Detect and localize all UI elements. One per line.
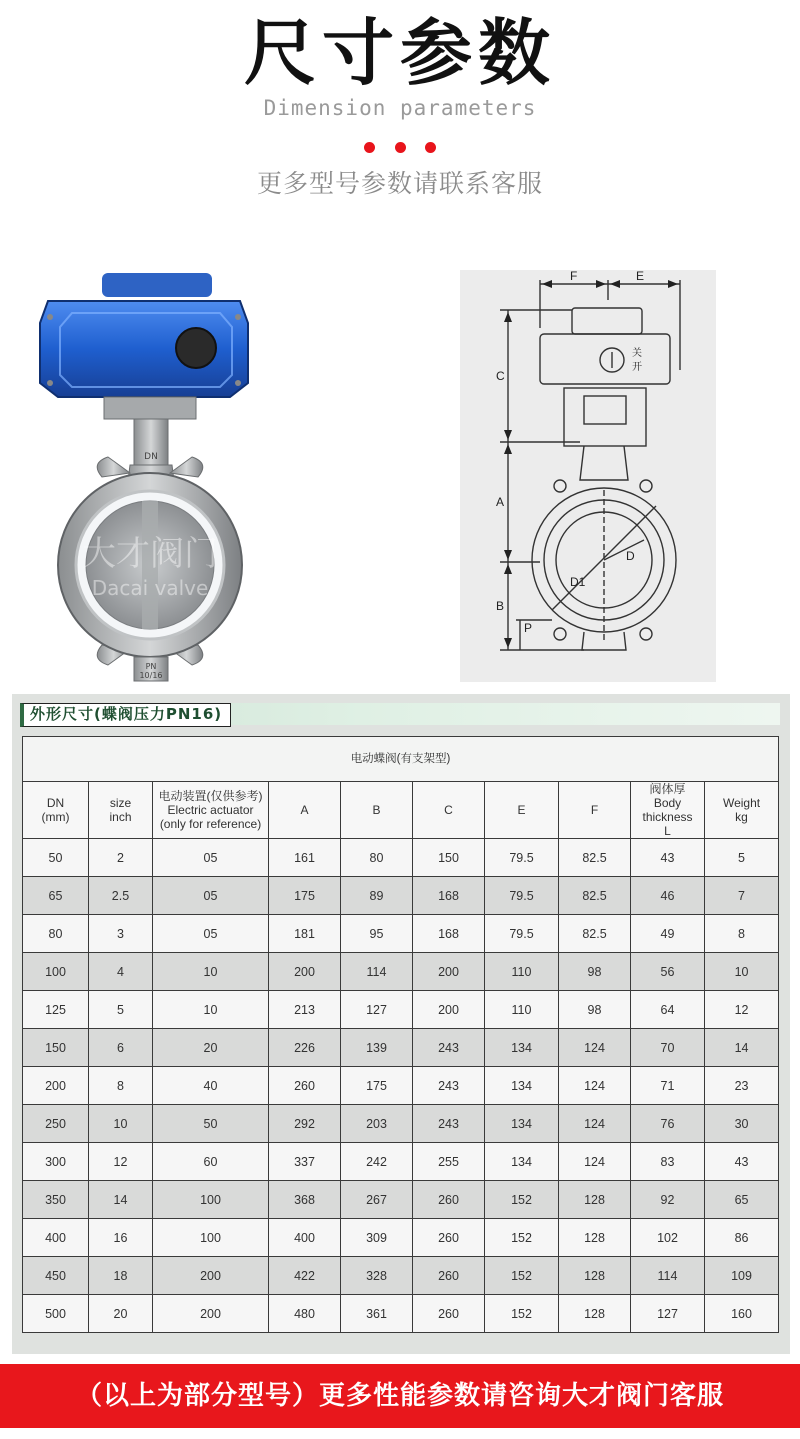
column-header-line: (mm) bbox=[41, 810, 70, 824]
svg-text:DN: DN bbox=[144, 452, 158, 462]
table-cell: 161 bbox=[269, 839, 341, 877]
table-cell: 20 bbox=[153, 1029, 269, 1067]
table-cell: 128 bbox=[559, 1257, 631, 1295]
table-cell: 05 bbox=[153, 877, 269, 915]
contact-note: 更多型号参数请联系客服 bbox=[256, 169, 543, 198]
position-indicator-icon bbox=[176, 328, 216, 368]
table-cell: 200 bbox=[413, 991, 485, 1029]
table-cell: 200 bbox=[269, 953, 341, 991]
dimension-drawing bbox=[460, 270, 716, 682]
table-row bbox=[23, 1067, 779, 1105]
valve-product-photo bbox=[30, 265, 270, 685]
footer-banner: （以上为部分型号）更多性能参数请咨询大才阀门客服 bbox=[0, 1364, 800, 1428]
table-cell: 3 bbox=[89, 915, 153, 953]
table-cell: 134 bbox=[485, 1029, 559, 1067]
table-cell: 152 bbox=[485, 1295, 559, 1333]
dimension-drawing-svg bbox=[460, 270, 716, 682]
table-cell: 242 bbox=[341, 1143, 413, 1181]
table-cell: 65 bbox=[705, 1181, 779, 1219]
table-cell: 350 bbox=[23, 1181, 89, 1219]
svg-text:D1: D1 bbox=[570, 575, 586, 589]
table-cell: 98 bbox=[559, 953, 631, 991]
column-header bbox=[153, 782, 269, 839]
column-header bbox=[631, 782, 705, 839]
table-cell: 50 bbox=[153, 1105, 269, 1143]
svg-text:F: F bbox=[570, 270, 578, 283]
table-cell: 139 bbox=[341, 1029, 413, 1067]
table-cell: 400 bbox=[269, 1219, 341, 1257]
table-cell: 400 bbox=[23, 1219, 89, 1257]
dot-icon bbox=[395, 142, 406, 153]
table-row bbox=[23, 1143, 779, 1181]
decorative-dots bbox=[0, 138, 800, 157]
table-cell: 95 bbox=[341, 915, 413, 953]
table-cell: 46 bbox=[631, 877, 705, 915]
column-header bbox=[341, 782, 413, 839]
table-cell: 12 bbox=[705, 991, 779, 1029]
table-cell: 337 bbox=[269, 1143, 341, 1181]
dot-icon bbox=[364, 142, 375, 153]
table-cell: 200 bbox=[153, 1295, 269, 1333]
table-cell: 23 bbox=[705, 1067, 779, 1105]
table-cell: 8 bbox=[89, 1067, 153, 1105]
table-cell: 71 bbox=[631, 1067, 705, 1105]
table-cell: 203 bbox=[341, 1105, 413, 1143]
table-cell: 05 bbox=[153, 915, 269, 953]
table-cell: 134 bbox=[485, 1067, 559, 1105]
column-header-line: Weight bbox=[722, 796, 761, 810]
table-cell: 16 bbox=[89, 1219, 153, 1257]
table-cell: 200 bbox=[23, 1067, 89, 1105]
table-cell: 292 bbox=[269, 1105, 341, 1143]
table-cell: 43 bbox=[631, 839, 705, 877]
table-cell: 226 bbox=[269, 1029, 341, 1067]
table-cell: 43 bbox=[705, 1143, 779, 1181]
column-header-line: A bbox=[300, 803, 309, 817]
watermark-cn: 大才阀门 bbox=[82, 534, 218, 574]
table-cell: 76 bbox=[631, 1105, 705, 1143]
svg-text:P: P bbox=[524, 621, 533, 635]
table-cell: 260 bbox=[413, 1219, 485, 1257]
table-cell: 124 bbox=[559, 1067, 631, 1105]
table-cell: 200 bbox=[413, 953, 485, 991]
table-cell: 100 bbox=[153, 1219, 269, 1257]
column-header-line: inch bbox=[109, 810, 132, 824]
table-cell: 65 bbox=[23, 877, 89, 915]
dimension-table bbox=[22, 736, 779, 1333]
table-cell: 260 bbox=[413, 1257, 485, 1295]
table-cell: 2.5 bbox=[89, 877, 153, 915]
table-row bbox=[23, 1181, 779, 1219]
table-cell: 368 bbox=[269, 1181, 341, 1219]
table-tab-strip bbox=[20, 703, 780, 725]
table-row bbox=[23, 953, 779, 991]
table-cell: 110 bbox=[485, 953, 559, 991]
table-cell: 128 bbox=[559, 1219, 631, 1257]
table-header-row bbox=[23, 782, 779, 839]
table-row bbox=[23, 1029, 779, 1067]
table-row bbox=[23, 1105, 779, 1143]
table-cell: 12 bbox=[89, 1143, 153, 1181]
column-header bbox=[559, 782, 631, 839]
column-header bbox=[89, 782, 153, 839]
table-cell: 175 bbox=[269, 877, 341, 915]
table-row bbox=[23, 839, 779, 877]
table-cell: 92 bbox=[631, 1181, 705, 1219]
table-cell: 20 bbox=[89, 1295, 153, 1333]
table-cell: 64 bbox=[631, 991, 705, 1029]
table-cell: 152 bbox=[485, 1257, 559, 1295]
column-header-line: Body bbox=[653, 796, 682, 810]
column-header-line: Electric actuator bbox=[167, 803, 254, 817]
svg-text:10/16: 10/16 bbox=[139, 671, 163, 680]
actuator-top-cap bbox=[102, 273, 212, 297]
table-cell: 150 bbox=[23, 1029, 89, 1067]
table-cell: 243 bbox=[413, 1105, 485, 1143]
table-cell: 6 bbox=[89, 1029, 153, 1067]
table-cell: 60 bbox=[153, 1143, 269, 1181]
table-row bbox=[23, 1295, 779, 1333]
column-header-line: size bbox=[109, 796, 132, 810]
watermark-en: Dacai valve bbox=[91, 576, 209, 600]
table-cell: 10 bbox=[153, 991, 269, 1029]
table-cell: 102 bbox=[631, 1219, 705, 1257]
table-cell: 260 bbox=[269, 1067, 341, 1105]
table-cell: 168 bbox=[413, 915, 485, 953]
table-cell: 124 bbox=[559, 1143, 631, 1181]
table-cell: 14 bbox=[89, 1181, 153, 1219]
table-cell: 109 bbox=[705, 1257, 779, 1295]
table-cell: 100 bbox=[23, 953, 89, 991]
table-cell: 82.5 bbox=[559, 877, 631, 915]
table-cell: 255 bbox=[413, 1143, 485, 1181]
column-header bbox=[485, 782, 559, 839]
table-cell: 124 bbox=[559, 1029, 631, 1067]
table-cell: 500 bbox=[23, 1295, 89, 1333]
table-row bbox=[23, 915, 779, 953]
table-cell: 2 bbox=[89, 839, 153, 877]
column-header-line: C bbox=[444, 803, 453, 817]
table-cell: 86 bbox=[705, 1219, 779, 1257]
table-cell: 114 bbox=[341, 953, 413, 991]
table-tab-label: 外形尺寸(蝶阀压力PN16) bbox=[20, 703, 231, 727]
table-cell: 05 bbox=[153, 839, 269, 877]
column-header-line: 阀体厚 bbox=[649, 782, 686, 796]
table-row bbox=[23, 1257, 779, 1295]
column-header bbox=[413, 782, 485, 839]
table-cell: 160 bbox=[705, 1295, 779, 1333]
table-cell: 8 bbox=[705, 915, 779, 953]
table-cell: 79.5 bbox=[485, 877, 559, 915]
table-cell: 128 bbox=[559, 1181, 631, 1219]
svg-text:开: 开 bbox=[632, 362, 642, 373]
table-cell: 4 bbox=[89, 953, 153, 991]
table-cell: 7 bbox=[705, 877, 779, 915]
table-cell: 18 bbox=[89, 1257, 153, 1295]
table-cell: 124 bbox=[559, 1105, 631, 1143]
table-cell: 80 bbox=[23, 915, 89, 953]
table-cell: 70 bbox=[631, 1029, 705, 1067]
page-title: 尺寸参数 bbox=[243, 11, 556, 95]
table-cell: 309 bbox=[341, 1219, 413, 1257]
table-cell: 134 bbox=[485, 1143, 559, 1181]
table-cell: 100 bbox=[153, 1181, 269, 1219]
column-header-line: kg bbox=[735, 810, 748, 824]
table-row bbox=[23, 991, 779, 1029]
table-cell: 328 bbox=[341, 1257, 413, 1295]
table-cell: 422 bbox=[269, 1257, 341, 1295]
table-cell: 5 bbox=[89, 991, 153, 1029]
table-cell: 80 bbox=[341, 839, 413, 877]
table-cell: 50 bbox=[23, 839, 89, 877]
table-cell: 49 bbox=[631, 915, 705, 953]
column-header-line: 电动装置(仅供参考) bbox=[158, 789, 263, 803]
table-group-header: 电动蝶阀(有支架型) bbox=[23, 737, 779, 782]
table-cell: 14 bbox=[705, 1029, 779, 1067]
svg-text:D: D bbox=[626, 549, 635, 563]
table-cell: 181 bbox=[269, 915, 341, 953]
column-header-line: F bbox=[590, 803, 599, 817]
table-cell: 110 bbox=[485, 991, 559, 1029]
svg-text:A: A bbox=[496, 495, 505, 509]
table-cell: 152 bbox=[485, 1219, 559, 1257]
table-cell: 175 bbox=[341, 1067, 413, 1105]
table-cell: 128 bbox=[559, 1295, 631, 1333]
svg-text:E: E bbox=[636, 270, 645, 283]
table-cell: 267 bbox=[341, 1181, 413, 1219]
column-header bbox=[23, 782, 89, 839]
column-header-line: E bbox=[517, 803, 526, 817]
column-header-line: B bbox=[372, 803, 381, 817]
dot-icon bbox=[425, 142, 436, 153]
table-cell: 168 bbox=[413, 877, 485, 915]
table-cell: 250 bbox=[23, 1105, 89, 1143]
table-cell: 200 bbox=[153, 1257, 269, 1295]
table-row bbox=[23, 877, 779, 915]
table-cell: 150 bbox=[413, 839, 485, 877]
table-cell: 127 bbox=[631, 1295, 705, 1333]
table-cell: 10 bbox=[89, 1105, 153, 1143]
svg-text:C: C bbox=[496, 369, 505, 383]
table-cell: 56 bbox=[631, 953, 705, 991]
table-cell: 127 bbox=[341, 991, 413, 1029]
column-header-line: L bbox=[664, 824, 671, 838]
table-cell: 114 bbox=[631, 1257, 705, 1295]
table-cell: 83 bbox=[631, 1143, 705, 1181]
table-cell: 30 bbox=[705, 1105, 779, 1143]
table-cell: 152 bbox=[485, 1181, 559, 1219]
table-cell: 260 bbox=[413, 1181, 485, 1219]
table-cell: 10 bbox=[705, 953, 779, 991]
page-subtitle: Dimension parameters bbox=[263, 96, 537, 120]
table-cell: 300 bbox=[23, 1143, 89, 1181]
table-cell: 260 bbox=[413, 1295, 485, 1333]
table-cell: 480 bbox=[269, 1295, 341, 1333]
column-header-line: thickness bbox=[642, 810, 693, 824]
table-cell: 40 bbox=[153, 1067, 269, 1105]
table-cell: 5 bbox=[705, 839, 779, 877]
table-cell: 134 bbox=[485, 1105, 559, 1143]
svg-text:B: B bbox=[496, 599, 505, 613]
table-cell: 79.5 bbox=[485, 839, 559, 877]
column-header-line: DN bbox=[46, 796, 65, 810]
table-cell: 79.5 bbox=[485, 915, 559, 953]
table-cell: 82.5 bbox=[559, 915, 631, 953]
svg-text:关: 关 bbox=[632, 348, 642, 359]
table-cell: 213 bbox=[269, 991, 341, 1029]
svg-text:PN: PN bbox=[145, 662, 157, 671]
table-cell: 125 bbox=[23, 991, 89, 1029]
column-header bbox=[269, 782, 341, 839]
table-cell: 10 bbox=[153, 953, 269, 991]
table-cell: 243 bbox=[413, 1029, 485, 1067]
table-row bbox=[23, 1219, 779, 1257]
table-cell: 361 bbox=[341, 1295, 413, 1333]
spec-table-panel bbox=[12, 694, 790, 1354]
table-cell: 89 bbox=[341, 877, 413, 915]
table-cell: 243 bbox=[413, 1067, 485, 1105]
table-cell: 450 bbox=[23, 1257, 89, 1295]
table-cell: 82.5 bbox=[559, 839, 631, 877]
column-header bbox=[705, 782, 779, 839]
column-header-line: (only for reference) bbox=[159, 817, 262, 831]
table-cell: 98 bbox=[559, 991, 631, 1029]
